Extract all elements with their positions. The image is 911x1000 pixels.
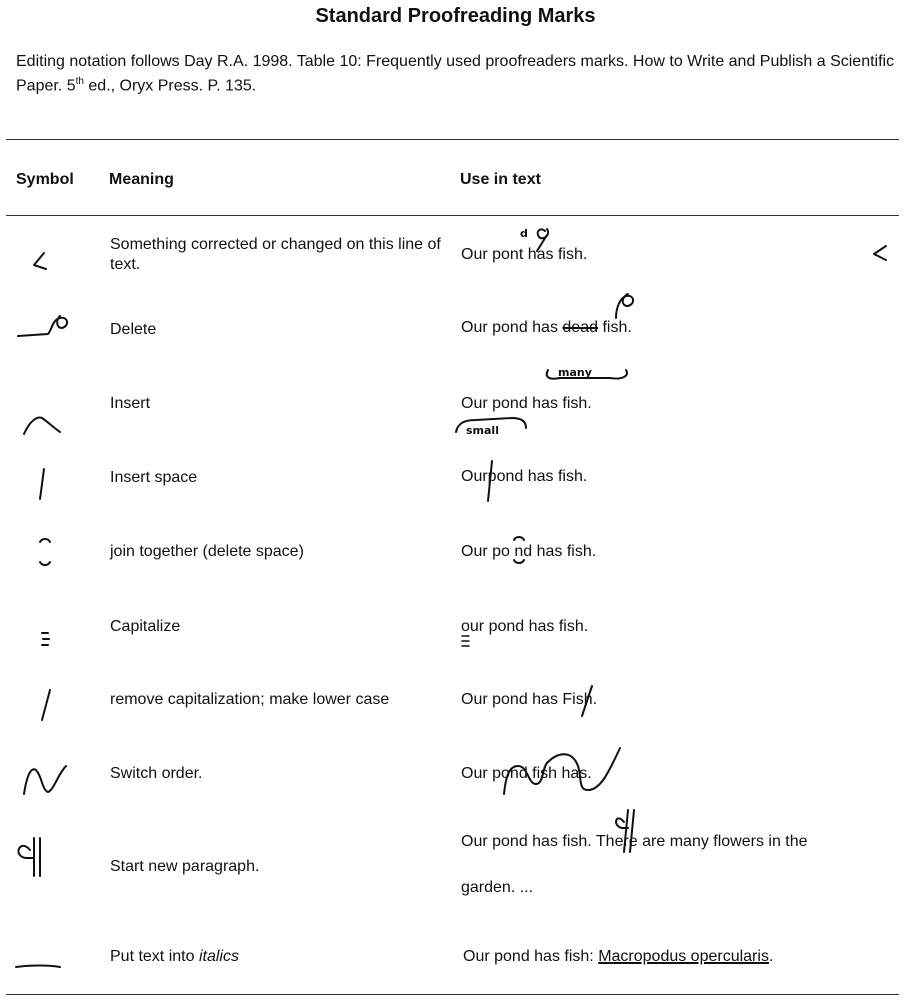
- underline-icon: [10, 957, 80, 982]
- meaning-cell: Something corrected or changed on this line of text.: [110, 236, 441, 273]
- use-text: fish.: [598, 319, 632, 336]
- triple-underline-icon: [10, 631, 80, 656]
- citation: [16, 52, 901, 96]
- header-meaning: Meaning: [109, 171, 174, 188]
- use-text: Our pond has: [461, 319, 563, 336]
- use-cell: [463, 947, 773, 967]
- delete-loop-icon: [10, 308, 80, 349]
- page-title: Standard Proofreading Marks: [315, 5, 596, 27]
- use-cell: Ourpond has fish.: [461, 468, 588, 485]
- use-cell: [461, 318, 632, 338]
- header-use-in-text: Use in text: [460, 171, 541, 188]
- switch-order-icon: [10, 760, 80, 805]
- use-cell: our pond has fish.: [461, 618, 589, 635]
- annotation-letter: d: [520, 227, 528, 240]
- meaning-cell: Insert: [110, 395, 151, 412]
- top-rule: [6, 139, 899, 140]
- meaning-cell: join together (delete space): [110, 543, 304, 560]
- use-text: Our pond has fish:: [463, 948, 599, 965]
- insertion-many: [540, 366, 640, 396]
- margin-caret-icon: [10, 247, 80, 282]
- header-rule: [6, 215, 899, 216]
- join-arcs-icon: [10, 536, 80, 577]
- paragraph-icon: [10, 836, 80, 885]
- meaning-text: Put text into: [110, 948, 199, 965]
- meaning-cell: remove capitalization; make lower case: [110, 691, 390, 708]
- bottom-rule: [6, 994, 899, 995]
- meaning-cell: Insert space: [110, 469, 198, 486]
- use-cell: Our pont has fish.: [461, 246, 588, 263]
- citation-superscript: th: [75, 76, 84, 87]
- meaning-cell: [110, 947, 450, 967]
- use-text: .: [768, 948, 774, 965]
- meaning-cell: Delete: [110, 321, 157, 338]
- use-cell: Our pond has fish.: [461, 395, 592, 412]
- meaning-cell: Capitalize: [110, 618, 181, 635]
- meaning-cell: Start new paragraph.: [110, 858, 260, 875]
- slash-icon: [10, 686, 80, 731]
- struck-word: dead: [562, 319, 598, 336]
- use-cell: Our po nd has fish.: [461, 543, 597, 560]
- meaning-cell: Switch order.: [110, 765, 203, 782]
- header-symbol: Symbol: [16, 171, 74, 188]
- citation-text: Editing notation follows Day R.A. 1998. Table 10: Frequently used proofreaders marks. How to Write and Publish a Scientific Paper. 5: [16, 53, 895, 95]
- use-cell-line2: garden. ...: [461, 879, 534, 896]
- vertical-line-icon: [10, 467, 80, 508]
- margin-caret-icon: [870, 242, 890, 266]
- caret-icon: [10, 410, 80, 441]
- underlined-species: Macropodus opercularis: [598, 948, 769, 965]
- insertion-small: [452, 412, 542, 442]
- use-cell: Our pond has Fish.: [461, 691, 598, 708]
- use-cell-line1: Our pond has fish. There are many flowers in the: [461, 833, 808, 850]
- annotation-many: many: [558, 366, 592, 379]
- italics-word: italics: [198, 948, 239, 965]
- use-cell: Our pond fish has.: [461, 765, 592, 782]
- annotation-small: small: [466, 424, 499, 437]
- citation-text-end: ed., Oryx Press. P. 135.: [83, 77, 257, 95]
